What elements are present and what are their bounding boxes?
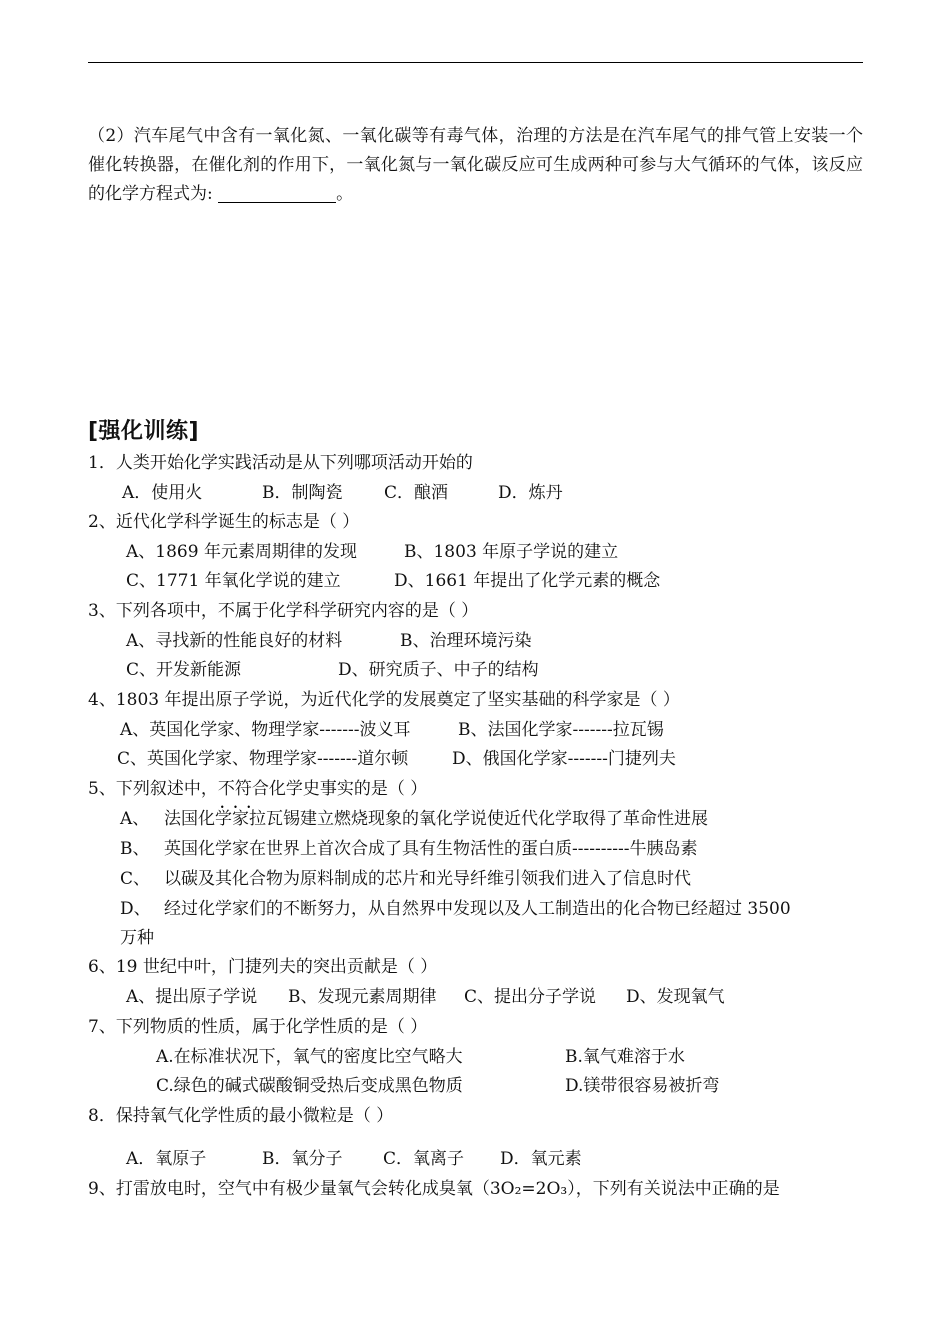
q1-option-d: D．炼丹 <box>498 483 563 503</box>
q5-stem-pre: 5、下列叙述中， <box>88 779 218 799</box>
q5-option-a: 法国化学家拉瓦锡建立燃烧现象的氧化学说使近代化学取得了革命性进展 <box>164 809 708 829</box>
q6-stem: 6、19 世纪中叶，门捷列夫的突出贡献是（ ） <box>88 957 438 977</box>
q7-option-a: A.在标准状况下，氧气的密度比空气略大 <box>156 1047 463 1067</box>
q4-option-a: A、英国化学家、物理学家-------波义耳 <box>120 720 411 740</box>
header-rule <box>88 62 863 63</box>
q8-option-d: D．氧元素 <box>500 1149 582 1169</box>
q2-option-b: B、1803 年原子学说的建立 <box>404 542 619 562</box>
q4-stem: 4、1803 年提出原子学说，为近代化学的发展奠定了坚实基础的科学家是（ ） <box>88 690 680 710</box>
q5-option-b: 英国化学家在世界上首次合成了具有生物活性的蛋白质----------牛胰岛素 <box>164 839 698 859</box>
q4-option-c: C、英国化学家、物理学家-------道尔顿 <box>117 749 409 769</box>
q5-stem <box>88 777 427 801</box>
q5-option-b-label: B、 <box>120 839 150 859</box>
q6-option-a: A、提出原子学说 <box>126 987 258 1007</box>
q9-stem: 9、打雷放电时，空气中有极少量氧气会转化成臭氧（3O₂=2O₃），下列有关说法中正确的是 <box>88 1179 780 1199</box>
q8-option-b: B．氧分子 <box>262 1149 343 1169</box>
q3-option-a: A、寻找新的性能良好的材料 <box>126 631 343 651</box>
section-title: [强化训练] <box>88 419 200 444</box>
q5-stem-post: 化学史事实的是（ ） <box>268 779 428 799</box>
top-question-text: （2）汽车尾气中含有一氧化氮、一氧化碳等有毒气体，治理的方法是在汽车尾气的排气管上安装一个催化转换器，在催化剂的作用下，一氧化氮与一氧化碳反应可生成两种可参与大气循环的气体，该反应的化学方程式为: <box>88 126 863 204</box>
top-question <box>88 122 863 209</box>
q5-stem-emphasis: 不符合 • • • <box>218 777 269 801</box>
q8-option-c: C．氧离子 <box>383 1149 465 1169</box>
top-question-end: 。 <box>336 184 354 204</box>
q1-stem: 1．人类开始化学实践活动是从下列哪项活动开始的 <box>88 453 473 473</box>
q5-option-d-cont: 万种 <box>120 928 154 948</box>
q7-option-c: C.绿色的碱式碳酸铜受热后变成黑色物质 <box>156 1076 463 1096</box>
q2-option-d: D、1661 年提出了化学元素的概念 <box>394 571 661 591</box>
q4-option-b: B、法国化学家-------拉瓦锡 <box>458 720 664 740</box>
q2-option-a: A、1869 年元素周期律的发现 <box>126 542 357 562</box>
q5-option-c-label: C、 <box>120 869 151 889</box>
q5-option-d-label: D、 <box>120 899 151 919</box>
answer-blank[interactable] <box>218 184 336 203</box>
q6-option-b: B、发现元素周期律 <box>288 987 437 1007</box>
q5-option-d: 经过化学家们的不断努力，从自然界中发现以及人工制造出的化合物已经超过 3500 <box>164 899 791 919</box>
q5-option-c: 以碳及其化合物为原料制成的芯片和光导纤维引领我们进入了信息时代 <box>164 869 691 889</box>
q7-stem: 7、下列物质的性质，属于化学性质的是（ ） <box>88 1017 428 1037</box>
q4-option-d: D、俄国化学家-------门捷列夫 <box>452 749 676 769</box>
q1-option-a: A．使用火 <box>122 483 203 503</box>
q2-stem: 2、近代化学科学诞生的标志是（ ） <box>88 512 360 532</box>
q3-option-b: B、治理环境污染 <box>400 631 532 651</box>
q3-option-d: D、研究质子、中子的结构 <box>338 660 539 680</box>
q3-stem: 3、下列各项中，不属于化学科学研究内容的是（ ） <box>88 601 479 621</box>
q1-option-c: C．酿酒 <box>384 483 449 503</box>
q8-stem: 8．保持氧气化学性质的最小微粒是（ ） <box>88 1106 394 1126</box>
q8-option-a: A．氧原子 <box>126 1149 207 1169</box>
q2-option-c: C、1771 年氧化学说的建立 <box>126 571 341 591</box>
q6-option-c: C、提出分子学说 <box>464 987 597 1007</box>
q5-option-a-label: A、 <box>120 809 150 829</box>
q7-option-b: B.氧气难溶于水 <box>565 1047 685 1067</box>
q1-option-b: B．制陶瓷 <box>262 483 343 503</box>
q7-option-d: D.镁带很容易被折弯 <box>565 1076 720 1096</box>
q6-option-d: D、发现氧气 <box>626 987 725 1007</box>
q3-option-c: C、开发新能源 <box>126 660 242 680</box>
